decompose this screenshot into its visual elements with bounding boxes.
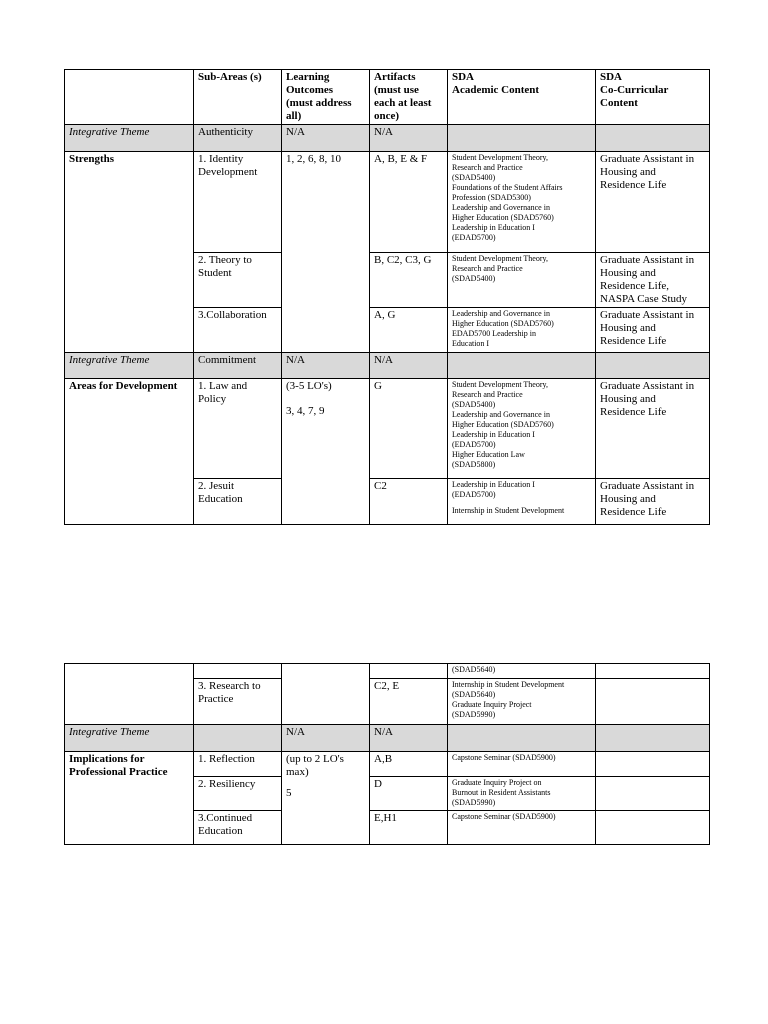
co-curricular-cell: Graduate Assistant in Housing and Residence Life xyxy=(596,379,710,479)
academic-cell: Leadership in Education I (EDAD5700) Internship in Student Development xyxy=(448,479,596,525)
artifacts-cell: A,B xyxy=(370,752,448,777)
strengths-row-1 xyxy=(65,152,710,253)
empty-cell xyxy=(194,664,282,679)
header-row xyxy=(65,70,710,125)
artifacts-cell: A, G xyxy=(370,308,448,353)
sub-area-cell: 1. Law and Policy xyxy=(194,379,282,479)
sub-area-cell: 2. Theory to Student xyxy=(194,253,282,308)
development-row-1 xyxy=(65,379,710,479)
sub-area-cell: 2. Resiliency xyxy=(194,777,282,811)
academic-cell: Graduate Inquiry Project on Burnout in Resident Assistants (SDAD5990) xyxy=(448,777,596,811)
co-curricular-cell: Graduate Assistant in Housing and Residence Life, NASPA Case Study xyxy=(596,253,710,308)
theme-label: Integrative Theme xyxy=(65,353,194,379)
theme-lo: N/A xyxy=(282,353,370,379)
theme-artifacts: N/A xyxy=(370,125,448,152)
academic-cell: Student Development Theory, Research and Practice (SDAD5400) Foundations of the Student Affairs Profession (SDAD5300) Leadership and Governance in Higher Education (SDAD5760) Leadership in Education I (EDAD5700) xyxy=(448,152,596,253)
academic-cell: Internship in Student Development (SDAD5640) Graduate Inquiry Project (SDAD5990) xyxy=(448,679,596,725)
artifacts-cell: A, B, E & F xyxy=(370,152,448,253)
continued-row xyxy=(65,664,710,679)
theme-academic xyxy=(448,725,596,752)
theme-sub-area: Authenticity xyxy=(194,125,282,152)
implications-lo xyxy=(282,752,370,845)
theme-co xyxy=(596,725,710,752)
theme-row-authenticity xyxy=(65,125,710,152)
empty-cell xyxy=(596,811,710,845)
sub-area-cell: 3. Research to Practice xyxy=(194,679,282,725)
theme-lo: N/A xyxy=(282,125,370,152)
artifacts-cell: E,H1 xyxy=(370,811,448,845)
academic-cell: Leadership and Governance in Higher Education (SDAD5760) EDAD5700 Leadership in Education I xyxy=(448,308,596,353)
header-learning-outcomes: Learning Outcomes (must address all) xyxy=(282,70,370,125)
theme-label: Integrative Theme xyxy=(65,725,194,752)
academic-cell: Student Development Theory, Research and Practice (SDAD5400) xyxy=(448,253,596,308)
theme-sub-area: Commitment xyxy=(194,353,282,379)
empty-cell xyxy=(65,664,194,725)
header-artifacts: Artifacts (must use each at least once) xyxy=(370,70,448,125)
theme-co xyxy=(596,353,710,379)
theme-artifacts: N/A xyxy=(370,353,448,379)
outcomes-table-1 xyxy=(64,69,710,525)
header-sub-areas: Sub-Areas (s) xyxy=(194,70,282,125)
theme-row-3 xyxy=(65,725,710,752)
academic-cell: Capstone Seminar (SDAD5900) xyxy=(448,811,596,845)
lo-range: (up to 2 LO's max) xyxy=(286,753,344,778)
strengths-lo: 1, 2, 6, 8, 10 xyxy=(282,152,370,353)
theme-lo: N/A xyxy=(282,725,370,752)
empty-cell xyxy=(596,664,710,679)
development-lo xyxy=(282,379,370,525)
empty-cell xyxy=(596,777,710,811)
empty-cell xyxy=(370,664,448,679)
theme-artifacts: N/A xyxy=(370,725,448,752)
development-label: Areas for Development xyxy=(65,379,194,525)
empty-cell xyxy=(596,679,710,725)
artifacts-cell: G xyxy=(370,379,448,479)
sub-area-cell: 3.Collaboration xyxy=(194,308,282,353)
theme-sub-area xyxy=(194,725,282,752)
sub-area-cell: 2. Jesuit Education xyxy=(194,479,282,525)
lo-list: 5 xyxy=(286,787,292,799)
sub-area-cell: 3.Continued Education xyxy=(194,811,282,845)
academic-cell: Student Development Theory, Research and Practice (SDAD5400) Leadership and Governance in Higher Education (SDAD5760) Leadership in Education I (EDAD5700) Higher Education Law (SDAD5800) xyxy=(448,379,596,479)
co-curricular-cell: Graduate Assistant in Housing and Residence Life xyxy=(596,479,710,525)
academic-cell: Capstone Seminar (SDAD5900) xyxy=(448,752,596,777)
academic-cell: (SDAD5640) xyxy=(448,664,596,679)
artifacts-cell: B, C2, C3, G xyxy=(370,253,448,308)
theme-label: Integrative Theme xyxy=(65,125,194,152)
lo-range: (3-5 LO's) xyxy=(286,380,332,392)
theme-academic xyxy=(448,125,596,152)
theme-co xyxy=(596,125,710,152)
theme-row-commitment xyxy=(65,353,710,379)
theme-academic xyxy=(448,353,596,379)
header-co-curricular: SDA Co-Curricular Content xyxy=(596,70,710,125)
strengths-label: Strengths xyxy=(65,152,194,353)
artifacts-cell: C2 xyxy=(370,479,448,525)
header-empty-cell xyxy=(65,70,194,125)
co-curricular-cell: Graduate Assistant in Housing and Residence Life xyxy=(596,152,710,253)
implications-row-1 xyxy=(65,752,710,777)
sub-area-cell: 1. Reflection xyxy=(194,752,282,777)
lo-list: 3, 4, 7, 9 xyxy=(286,405,325,417)
header-academic-content: SDA Academic Content xyxy=(448,70,596,125)
empty-cell xyxy=(596,752,710,777)
co-curricular-cell: Graduate Assistant in Housing and Residence Life xyxy=(596,308,710,353)
artifacts-cell: C2, E xyxy=(370,679,448,725)
empty-cell xyxy=(282,664,370,725)
artifacts-cell: D xyxy=(370,777,448,811)
implications-label: Implications for Professional Practice xyxy=(65,752,194,845)
sub-area-cell: 1. Identity Development xyxy=(194,152,282,253)
outcomes-table-2 xyxy=(64,663,710,845)
